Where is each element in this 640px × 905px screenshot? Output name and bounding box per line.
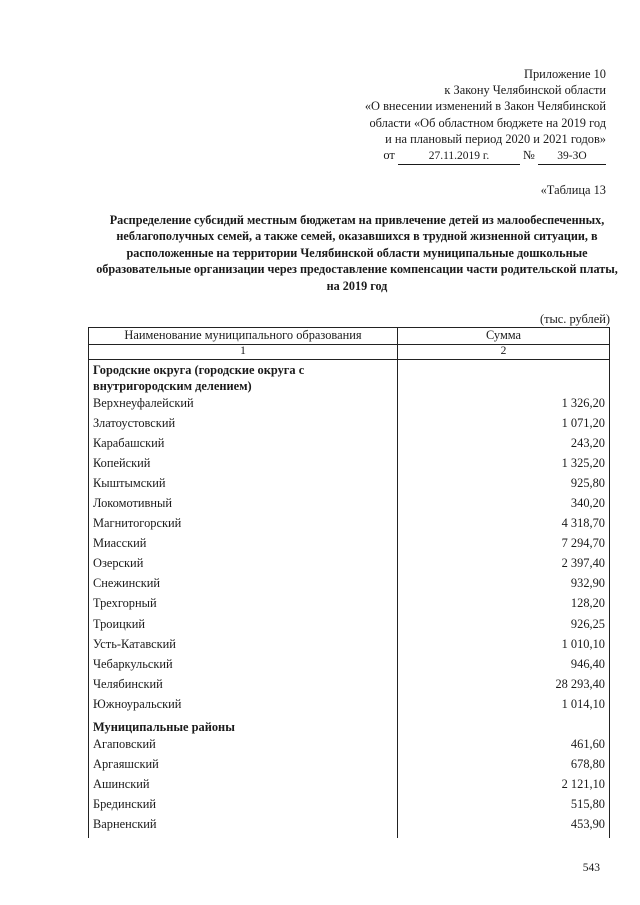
section-row xyxy=(89,717,610,737)
subsidy-amount: 453,90 xyxy=(398,817,610,837)
municipality-name: Магнитогорский xyxy=(89,516,398,536)
municipality-name: Брединский xyxy=(89,797,398,817)
table-row xyxy=(89,416,610,436)
table-row xyxy=(89,556,610,576)
column-number-2: 2 xyxy=(398,345,610,360)
table-body xyxy=(89,360,610,838)
column-number-row xyxy=(89,345,610,360)
municipality-name: Варненский xyxy=(89,817,398,837)
table-label: «Таблица 13 xyxy=(540,183,606,197)
municipality-name: Трехгорный xyxy=(89,596,398,616)
annex-line-3: «О внесении изменений в Закон Челябинской xyxy=(364,99,606,114)
column-number-1: 1 xyxy=(89,345,398,360)
number-label: № xyxy=(523,148,535,163)
subsidy-amount: 946,40 xyxy=(398,657,610,677)
law-reference xyxy=(365,147,606,165)
subsidy-amount: 925,80 xyxy=(398,476,610,496)
subsidy-amount: 1 071,20 xyxy=(398,416,610,436)
municipality-name: Миасский xyxy=(89,536,398,556)
municipality-name: Челябинский xyxy=(89,677,398,697)
municipality-name: Южноуральский xyxy=(89,697,398,717)
municipality-name: Карабашский xyxy=(89,436,398,456)
table-row xyxy=(89,596,610,616)
municipality-name: Ашинский xyxy=(89,777,398,797)
table-row xyxy=(89,637,610,657)
table-row xyxy=(89,697,610,717)
units-label: (тыс. рублей) xyxy=(539,312,610,326)
subsidy-table xyxy=(88,327,610,838)
subsidy-amount: 1 014,10 xyxy=(398,697,610,717)
subsidy-amount: 1 325,20 xyxy=(398,456,610,476)
annex-line-2: к Закону Челябинской области xyxy=(444,83,606,98)
municipality-name: Верхнеуфалейский xyxy=(89,396,398,416)
header-sum: Сумма xyxy=(398,328,610,345)
subsidy-amount: 932,90 xyxy=(398,576,610,596)
subsidy-amount: 7 294,70 xyxy=(398,536,610,556)
table-row xyxy=(89,456,610,476)
table-row xyxy=(89,496,610,516)
table-row xyxy=(89,737,610,757)
subsidy-amount: 515,80 xyxy=(398,797,610,817)
municipality-name: Кыштымский xyxy=(89,476,398,496)
municipality-name: Усть-Катавский xyxy=(89,637,398,657)
municipality-name: Троицкий xyxy=(89,617,398,637)
municipality-name: Агаповский xyxy=(89,737,398,757)
table-row xyxy=(89,757,610,777)
subsidy-amount: 2 397,40 xyxy=(398,556,610,576)
subsidy-amount: 1 326,20 xyxy=(398,396,610,416)
table-row xyxy=(89,777,610,797)
table-row xyxy=(89,536,610,556)
municipality-name: Локомотивный xyxy=(89,496,398,516)
table-row xyxy=(89,617,610,637)
section-row xyxy=(89,360,610,396)
table-row xyxy=(89,516,610,536)
page-number: 543 xyxy=(582,862,600,874)
table-row xyxy=(89,817,610,837)
annex-line-1: Приложение 10 xyxy=(524,67,606,81)
table-row xyxy=(89,677,610,697)
subsidy-amount: 4 318,70 xyxy=(398,516,610,536)
table-row xyxy=(89,396,610,416)
subsidy-amount: 128,20 xyxy=(398,596,610,616)
annex-line-5: и на плановый период 2020 и 2021 годов» xyxy=(385,131,606,146)
subsidy-amount: 340,20 xyxy=(398,496,610,516)
subsidy-amount: 678,80 xyxy=(398,757,610,777)
municipality-name: Копейский xyxy=(89,456,398,476)
from-label: от xyxy=(383,148,395,163)
table-row xyxy=(89,436,610,456)
municipality-name: Аргаяшский xyxy=(89,757,398,777)
section-sum-cell xyxy=(398,360,610,396)
table-row xyxy=(89,657,610,677)
section-title: Городские округа (городские округа с внутригородским делением) xyxy=(89,360,398,396)
table-row xyxy=(89,576,610,596)
annex-line-4: области «Об областном бюджете на 2019 год xyxy=(369,115,606,130)
municipality-name: Снежинский xyxy=(89,576,398,596)
subsidy-amount: 243,20 xyxy=(398,436,610,456)
municipality-name: Златоустовский xyxy=(89,416,398,436)
document-title: Распределение субсидий местным бюджетам на привлечение детей из малообеспеченных, неблагополучных семей, а также семей, оказавшихся в трудной жизненной ситуации, в расположенные на территории Челябинской области муниципальные дошкольные образовательные организации через предоставление компенсации части родительской платы, на 2019 год xyxy=(96,213,618,293)
section-sum-cell xyxy=(398,717,610,737)
subsidy-amount: 28 293,40 xyxy=(398,677,610,697)
subsidy-amount: 1 010,10 xyxy=(398,637,610,657)
annex-header xyxy=(365,66,606,165)
section-title: Муниципальные районы xyxy=(89,717,398,737)
subsidy-amount: 926,25 xyxy=(398,617,610,637)
subsidy-amount: 461,60 xyxy=(398,737,610,757)
municipality-name: Чебаркульский xyxy=(89,657,398,677)
table-row xyxy=(89,797,610,817)
table-header-row xyxy=(89,328,610,345)
subsidy-amount: 2 121,10 xyxy=(398,777,610,797)
law-date: 27.11.2019 г. xyxy=(398,148,520,165)
law-number: 39-ЗО xyxy=(538,148,606,165)
municipality-name: Озерский xyxy=(89,556,398,576)
header-name: Наименование муниципального образования xyxy=(89,328,398,345)
table-row xyxy=(89,476,610,496)
